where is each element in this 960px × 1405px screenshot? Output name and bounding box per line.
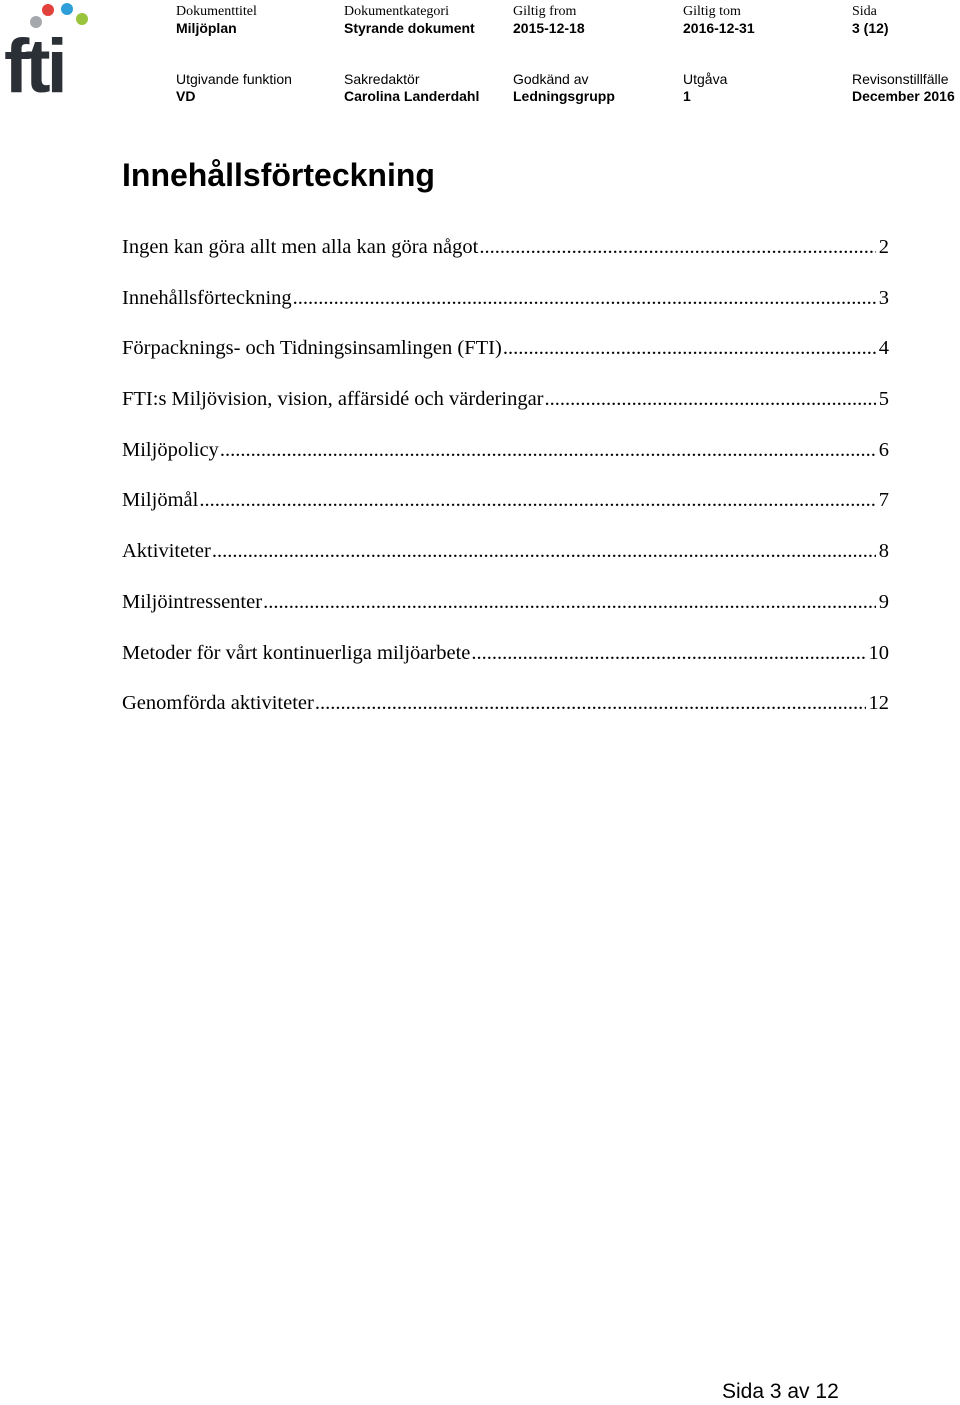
toc-entry[interactable] [122, 483, 889, 534]
header-label: Sakredaktör [344, 71, 420, 87]
toc-entry[interactable] [122, 230, 889, 281]
toc-entry-page: 7 [878, 489, 889, 512]
toc-dot-leader [212, 534, 876, 568]
toc-entry[interactable] [122, 686, 889, 737]
toc-entry-title: Metoder för vårt kontinuerliga miljöarbete [122, 641, 471, 664]
toc-dot-leader [479, 230, 875, 264]
header-edition [683, 71, 851, 105]
logo-wordmark: fti [4, 24, 64, 98]
toc-entry-title: Aktiviteter [122, 540, 211, 563]
header-document-category [344, 3, 512, 37]
toc-entry[interactable] [122, 331, 889, 382]
header-value: Miljöplan [176, 20, 237, 36]
toc-dot-leader [315, 686, 866, 720]
toc-dot-leader [263, 585, 876, 619]
toc-entry-title: Förpacknings- och Tidningsinsamlingen (FTI) [122, 337, 502, 360]
toc-entry-page: 10 [868, 641, 889, 664]
toc-entry[interactable] [122, 534, 889, 585]
toc-entry-page: 3 [878, 286, 889, 309]
header-value: VD [176, 88, 196, 104]
toc-entry-title: Miljöintressenter [122, 590, 263, 613]
toc-entry-title: Miljömål [122, 489, 199, 512]
toc-entry-page: 6 [878, 438, 889, 461]
header-label: Dokumentkategori [344, 4, 449, 19]
header-label: Godkänd av [513, 71, 589, 87]
header-value: 2016-12-31 [683, 20, 755, 36]
toc-entry-title: Innehållsförteckning [122, 286, 292, 309]
toc-entry-page: 2 [878, 236, 889, 258]
toc-entry[interactable] [122, 382, 889, 433]
toc-entry[interactable] [122, 585, 889, 636]
header-label: Revisonstillfälle [852, 71, 949, 87]
header-valid-from [513, 3, 681, 37]
fti-logo [4, 2, 96, 98]
toc-entry-title: Genomförda aktiviteter [122, 692, 314, 715]
toc-dot-leader [199, 483, 875, 517]
toc-entry-title: Miljöpolicy [122, 438, 219, 461]
logo-dot-red [42, 4, 54, 16]
header-revision [852, 71, 960, 105]
header-document-title [176, 3, 344, 37]
toc-dot-leader [471, 636, 865, 670]
toc-entry[interactable] [122, 281, 889, 332]
header-value: December 2016 [852, 88, 955, 104]
header-label: Giltig tom [683, 4, 741, 19]
toc-entry[interactable] [122, 433, 889, 484]
logo-dot-green [76, 13, 88, 25]
header-label: Utgivande funktion [176, 71, 292, 87]
toc-dot-leader [545, 382, 876, 416]
logo-dot-blue [61, 3, 73, 15]
header-value: Styrande dokument [344, 20, 475, 36]
header-value: Carolina Landerdahl [344, 88, 480, 104]
header-value: Ledningsgrupp [513, 88, 615, 104]
header-label: Giltig from [513, 4, 577, 19]
header-label: Dokumenttitel [176, 4, 257, 19]
toc-entry[interactable] [122, 636, 889, 687]
header-approved-by [513, 71, 681, 105]
toc-entry-page: 8 [878, 540, 889, 563]
page-title: Innehållsförteckning [122, 157, 435, 193]
toc-entry-title: FTI:s Miljövision, vision, affärsidé och värderingar [122, 388, 544, 411]
toc-dot-leader [503, 331, 876, 365]
toc-entry-page: 9 [878, 590, 889, 613]
header-page [852, 3, 958, 37]
table-of-contents [122, 230, 889, 737]
toc-entry-page: 4 [878, 337, 889, 360]
header-value: 3 (12) [852, 20, 889, 36]
header-label: Sida [852, 4, 877, 19]
toc-dot-leader [220, 433, 876, 467]
header-valid-to [683, 3, 851, 37]
toc-entry-page: 12 [868, 692, 889, 715]
toc-entry-title: Ingen kan göra allt men alla kan göra något [122, 236, 479, 258]
header-issuing-function [176, 71, 344, 105]
header-value: 2015-12-18 [513, 20, 585, 36]
header-value: 1 [683, 88, 691, 104]
toc-dot-leader [293, 281, 876, 315]
footer-page-number: Sida 3 av 12 [722, 1380, 839, 1403]
header-label: Utgåva [683, 71, 728, 87]
header-editor [344, 71, 512, 105]
toc-entry-page: 5 [878, 388, 889, 411]
